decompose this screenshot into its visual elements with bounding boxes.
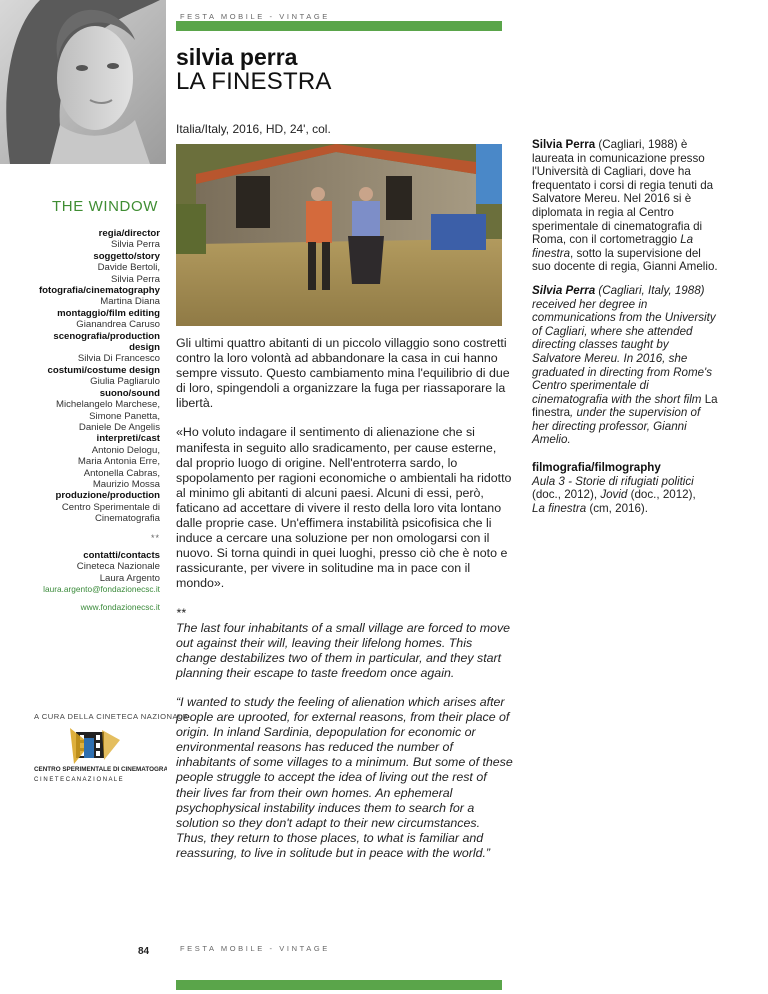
film-meta: Italia/Italy, 2016, HD, 24', col. xyxy=(176,122,331,136)
credit-role: costumi/costume design xyxy=(47,364,160,376)
synopsis-english: The last four inhabitants of a small village are forced to move out against their will, leaving their lifelong homes. This change destabilizes two of them in particular, and they start planning their escape to taste freedom once again. xyxy=(176,620,511,680)
credit-role: soggetto/story xyxy=(93,250,160,262)
film-still xyxy=(176,144,502,326)
credit-role: regia/director xyxy=(98,228,160,239)
contacts-label: contatti/contacts xyxy=(83,549,160,561)
bio-text: (Cagliari, Italy, 1988) received her degree in communications from the University of Cagliari, where she attended directing classes taught by Salvatore Mereu. In 2016, she graduated in directing from Rome's Centro sperimentale di cinematografia with the short film xyxy=(532,283,716,406)
logo-line-1: CENTRO SPERIMENTALE DI CINEMATOGRAFIA xyxy=(34,766,167,773)
contact-website-link[interactable]: www.fondazionecsc.it xyxy=(80,601,160,612)
filmography-title: Aula 3 - Storie di rifugiati politici xyxy=(532,474,694,488)
credit-name: Antonella Cabras, xyxy=(83,467,160,479)
bio-film: La finestra xyxy=(532,392,718,420)
credit-name: Maurizio Mossa xyxy=(92,478,160,490)
statement-italian: «Ho voluto indagare il sentimento di alienazione che si manifesta in seguito allo sradicamento, per cause esterne, dal proprio luogo di origine. Nell'entroterra sardo, lo spopolamento per ragioni economiche o ambientali ha ridotto al minimo gli abitanti di alcuni paesi. Alcuni di essi, però, faticano ad accettare di vivere il resto della loro vita lontano dalle proprie case. Un'effimera instabilità psicofisica che li induce a cercare una soluzione per non omologarsi con il nuovo. Si torna quindi in quei luoghi, presso ciò che è noto e rassicurante, per vivere in solitudine ma in pace con il mondo». xyxy=(176,425,512,591)
logo-line-2: C I N E T E C A N A Z I O N A L E xyxy=(34,777,123,783)
filmography-detail: (cm, 2016). xyxy=(586,501,648,515)
credit-role: fotografia/cinematography xyxy=(38,285,160,297)
filmography-detail: (doc., 2012), xyxy=(532,488,601,502)
director-name: silvia perra xyxy=(176,44,298,70)
bio-film: La finestra xyxy=(532,233,694,260)
filmography-title: La finestra xyxy=(532,501,587,515)
credit-role: montaggio/film editing xyxy=(57,307,160,319)
contact-email-link[interactable]: laura.argento@fondazionecsc.it xyxy=(43,584,160,595)
contact-name: Laura Argento xyxy=(99,572,160,584)
credit-role: design xyxy=(129,342,160,354)
credit-name: Cinematografia xyxy=(94,513,160,525)
synopsis-italian: Gli ultimi quattro abitanti di un piccolo villaggio sono costretti contro la loro volontà ad abbandonare la casa in cui hanno sempre vissuto. Questo cambiamento mina l'equilibrio di due di loro, spingendoli a organizzare la fuga per riassaporare la libertà. xyxy=(176,336,510,411)
credit-name: Martina Diana xyxy=(100,296,160,308)
credits-list xyxy=(10,228,160,613)
page-number: 84 xyxy=(138,946,150,957)
credit-name: Gianandrea Caruso xyxy=(76,319,160,331)
film-title: LA FINESTRA xyxy=(176,68,332,95)
credit-role: scenografia/production xyxy=(53,330,160,342)
credit-name: Silvia Perra xyxy=(110,273,160,285)
footer-section-label: FESTA MOBILE - VINTAGE xyxy=(180,944,330,953)
credit-name: Daniele De Angelis xyxy=(78,421,160,433)
top-accent-bar xyxy=(176,21,502,31)
filmography xyxy=(532,461,718,515)
credit-role: suono/sound xyxy=(99,387,160,399)
filmography-title: Jovid xyxy=(600,488,628,502)
director-portrait xyxy=(0,0,166,164)
credit-name: Antonio Delogu, xyxy=(91,444,160,456)
main-text xyxy=(176,336,514,875)
contacts-separator: ** xyxy=(150,532,160,543)
section-label: FESTA MOBILE - VINTAGE xyxy=(180,12,330,21)
bio-text: (Cagliari, 1988) è laureata in comunicazione presso l'Università di Cagliari, dove ha frequentato i corsi di regia tenuti da Salvatore Mereu. Nel 2016 si è diplomata in regia al Centro sperimentale di cinematografia di Roma, con il cortometraggio xyxy=(532,138,714,247)
credit-name: Maria Antonia Erre, xyxy=(77,456,160,468)
credit-name: Giulia Pagliarulo xyxy=(90,376,160,388)
credit-name: Silvia Perra xyxy=(110,239,160,251)
credit-name: Davide Bertoli, xyxy=(97,262,160,274)
contact-name: Cineteca Nazionale xyxy=(76,561,160,573)
credit-role: interpreti/cast xyxy=(96,433,160,445)
director-bio xyxy=(532,138,718,525)
statement-english: “I wanted to study the feeling of alienation which arises after people are uprooted, for external reasons, from their place of origin. In inland Sardinia, depopulation for economic or environmental reasons has reduced the number of inhabitants of some villages to a minimum. But some of these people struggle to accept the idea of living out the rest of their lives far from their own homes. An ephemeral psychophysical instability induces them to search for a solution so they don't adapt to their new circumstances. Thus, they return to those places, to what is familiar and reassuring, to live in solitude but in peace with the world.” xyxy=(176,694,513,860)
credit-name: Michelangelo Marchese, xyxy=(56,399,160,411)
filmography-detail: (doc., 2012), xyxy=(627,488,696,502)
bio-name: Silvia Perra xyxy=(532,138,596,151)
bottom-accent-bar xyxy=(176,980,502,990)
bio-text-end: , under the supervision of her directing professor, Gianni Amelio. xyxy=(532,406,701,447)
credit-name: Simone Panetta, xyxy=(89,410,160,422)
curated-by: A CURA DELLA CINETECA NAZIONALE xyxy=(34,712,189,721)
english-title: THE WINDOW xyxy=(52,198,158,215)
bio-text-end: , sotto la supervisione del suo docente di regia, Gianni Amelio. xyxy=(532,246,718,274)
csc-logo xyxy=(32,726,167,784)
bio-name: Silvia Perra xyxy=(532,283,596,297)
bio-english xyxy=(532,284,718,447)
credit-name: Centro Sperimentale di xyxy=(61,501,160,513)
bio-italian xyxy=(532,138,718,274)
credit-name: Silvia Di Francesco xyxy=(77,353,160,365)
credit-role: produzione/production xyxy=(55,490,160,502)
language-divider: ** xyxy=(176,605,186,620)
filmography-label: filmografia/filmography xyxy=(532,461,661,475)
